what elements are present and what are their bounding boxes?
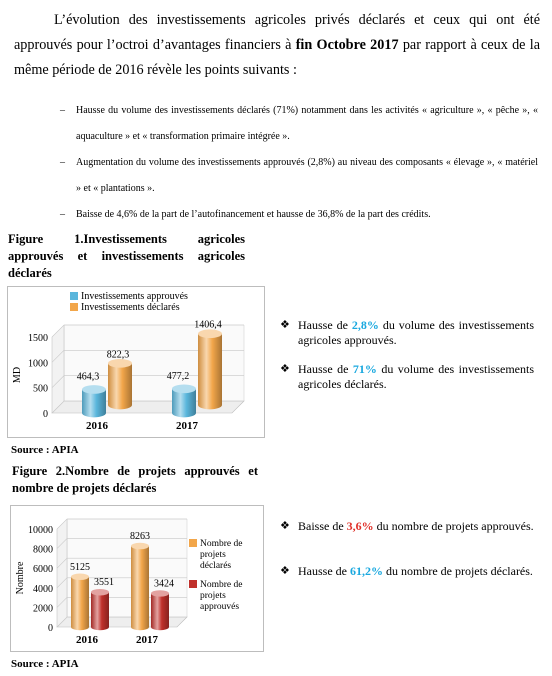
bullet-list [60,98,538,222]
y-axis-label: MD [12,366,23,384]
figure2-title: Figure 2.Nombre de projets approuvés et nombre de projets déclarés [12,464,258,495]
x-tick-label: 2016 [86,420,108,432]
x-tick-label: 2017 [176,420,198,432]
note-percent: 71% [352,362,377,376]
data-label: 822,3 [106,349,130,361]
bullet-text: Hausse du volume des investissements déclarés (71%) notamment dans les activités « agriculture », « pêche », « aquaculture » et « transformation primaire intégrée ». [76,105,538,142]
legend-label: Investissements approuvés [81,291,188,302]
intro-paragraph [14,8,540,83]
legend-label-line: approuvés [200,602,240,612]
y-tick-label: 4000 [33,583,53,595]
y-tick-label: 8000 [33,544,53,556]
dash-marker: – [60,157,65,168]
bar-0-0 [71,577,89,630]
data-label: 5125 [70,561,90,573]
x-tick-label: 2016 [76,634,98,646]
chart2-svg [11,506,263,651]
bar-0-1 [108,363,132,409]
bullet-text: Augmentation du volume des investissements approuvés (2,8%) au niveau des composants « élevage », « matériel » et « plantations ». [76,157,538,194]
y-tick-label: 1500 [28,333,48,344]
data-label: 477,2 [166,370,190,382]
figure1-chart [7,286,265,438]
figure2-source: Source : APIA [11,658,79,670]
legend-label-line: Nombre de [200,539,243,549]
bar-top-0-1 [91,589,109,595]
data-label: 3424 [154,578,174,590]
intro-text-2: par rapport à ceux de la même période de 2016 révèle les points suivants : [14,37,540,78]
y-tick-label: 10000 [28,525,53,536]
diamond-bullet-icon: ❖ [280,319,290,331]
note-text: Hausse de [298,564,350,578]
diamond-bullet-icon: ❖ [280,520,290,532]
y-tick-label: 6000 [33,564,53,576]
chart-side-wall [52,325,64,413]
legend-label-line: déclarés [200,561,232,571]
y-axis-label: Nombre [15,561,26,595]
bar-top-1-0 [172,385,196,394]
figure2-note-1 [280,519,534,534]
legend-swatch [189,539,197,547]
y-tick-label: 1000 [28,358,48,370]
figure1-note-2 [280,362,534,392]
figure2-chart [10,505,264,652]
bar-top-1-0 [131,543,149,549]
legend-label [200,539,242,571]
bullet-item [60,208,538,222]
note-percent: 3,6% [346,519,374,533]
chart1-svg [8,287,264,437]
note-text: du volume des investissements agricoles approuvés. [298,318,535,347]
bar-top-0-0 [71,574,89,580]
dash-marker: – [60,105,65,116]
figure1-title: Figure 1.Investissements agricoles approuvés et investissements agricoles déclarés [8,232,245,280]
diamond-bullet-icon: ❖ [280,363,290,375]
note-text: Hausse de [298,318,352,332]
legend-label-line: projets [200,591,226,601]
y-tick-label: 0 [43,409,48,420]
data-label: 1406,4 [194,319,222,331]
bullet-item [60,150,538,202]
figure1-source: Source : APIA [11,444,79,456]
figure2-note-2 [280,564,534,579]
note-percent: 61,2% [349,564,383,578]
data-label: 8263 [130,531,150,543]
bar-0-1 [91,592,109,630]
note-percent: 2,8% [351,318,379,332]
legend-label: Investissements déclarés [81,302,180,313]
legend-label-line: Nombre de [200,580,243,590]
intro-text-1: L’évolution des investissements agricoles privés déclarés et ceux qui ont été approuvés pour l’octroi d’avantages financiers à [14,12,540,53]
data-label: 3551 [94,577,114,589]
bullet-text: Baisse de 4,6% de la part de l’autofinancement et hausse de 36,8% de la part des crédits. [76,209,431,220]
bar-top-0-0 [82,385,106,394]
legend-swatch [70,292,78,300]
figure1-note-1 [280,318,534,348]
intro-bold-date: fin Octobre 2017 [295,37,399,53]
bar-1-1 [198,334,222,410]
x-tick-label: 2017 [136,634,158,646]
chart-side-wall [57,519,67,627]
note-text: du nombre de projets approuvés. [373,519,534,533]
legend-swatch [70,303,78,311]
note-text: du nombre de projets déclarés. [382,564,533,578]
data-label: 464,3 [76,371,100,383]
bar-1-0 [131,546,149,630]
note-text: du volume des investissements agricoles déclarés. [298,362,535,391]
note-text: Baisse de [298,519,347,533]
bullet-item [60,98,538,150]
dash-marker: – [60,209,65,220]
diamond-bullet-icon: ❖ [280,565,290,577]
legend-label [200,580,242,612]
bar-top-1-1 [151,590,169,596]
legend-label-line: projets [200,550,226,560]
y-tick-label: 500 [33,383,48,395]
y-tick-label: 2000 [33,603,53,615]
y-tick-label: 0 [48,623,53,634]
note-text: Hausse de [298,362,353,376]
legend-swatch [189,580,197,588]
bar-1-1 [151,593,169,630]
